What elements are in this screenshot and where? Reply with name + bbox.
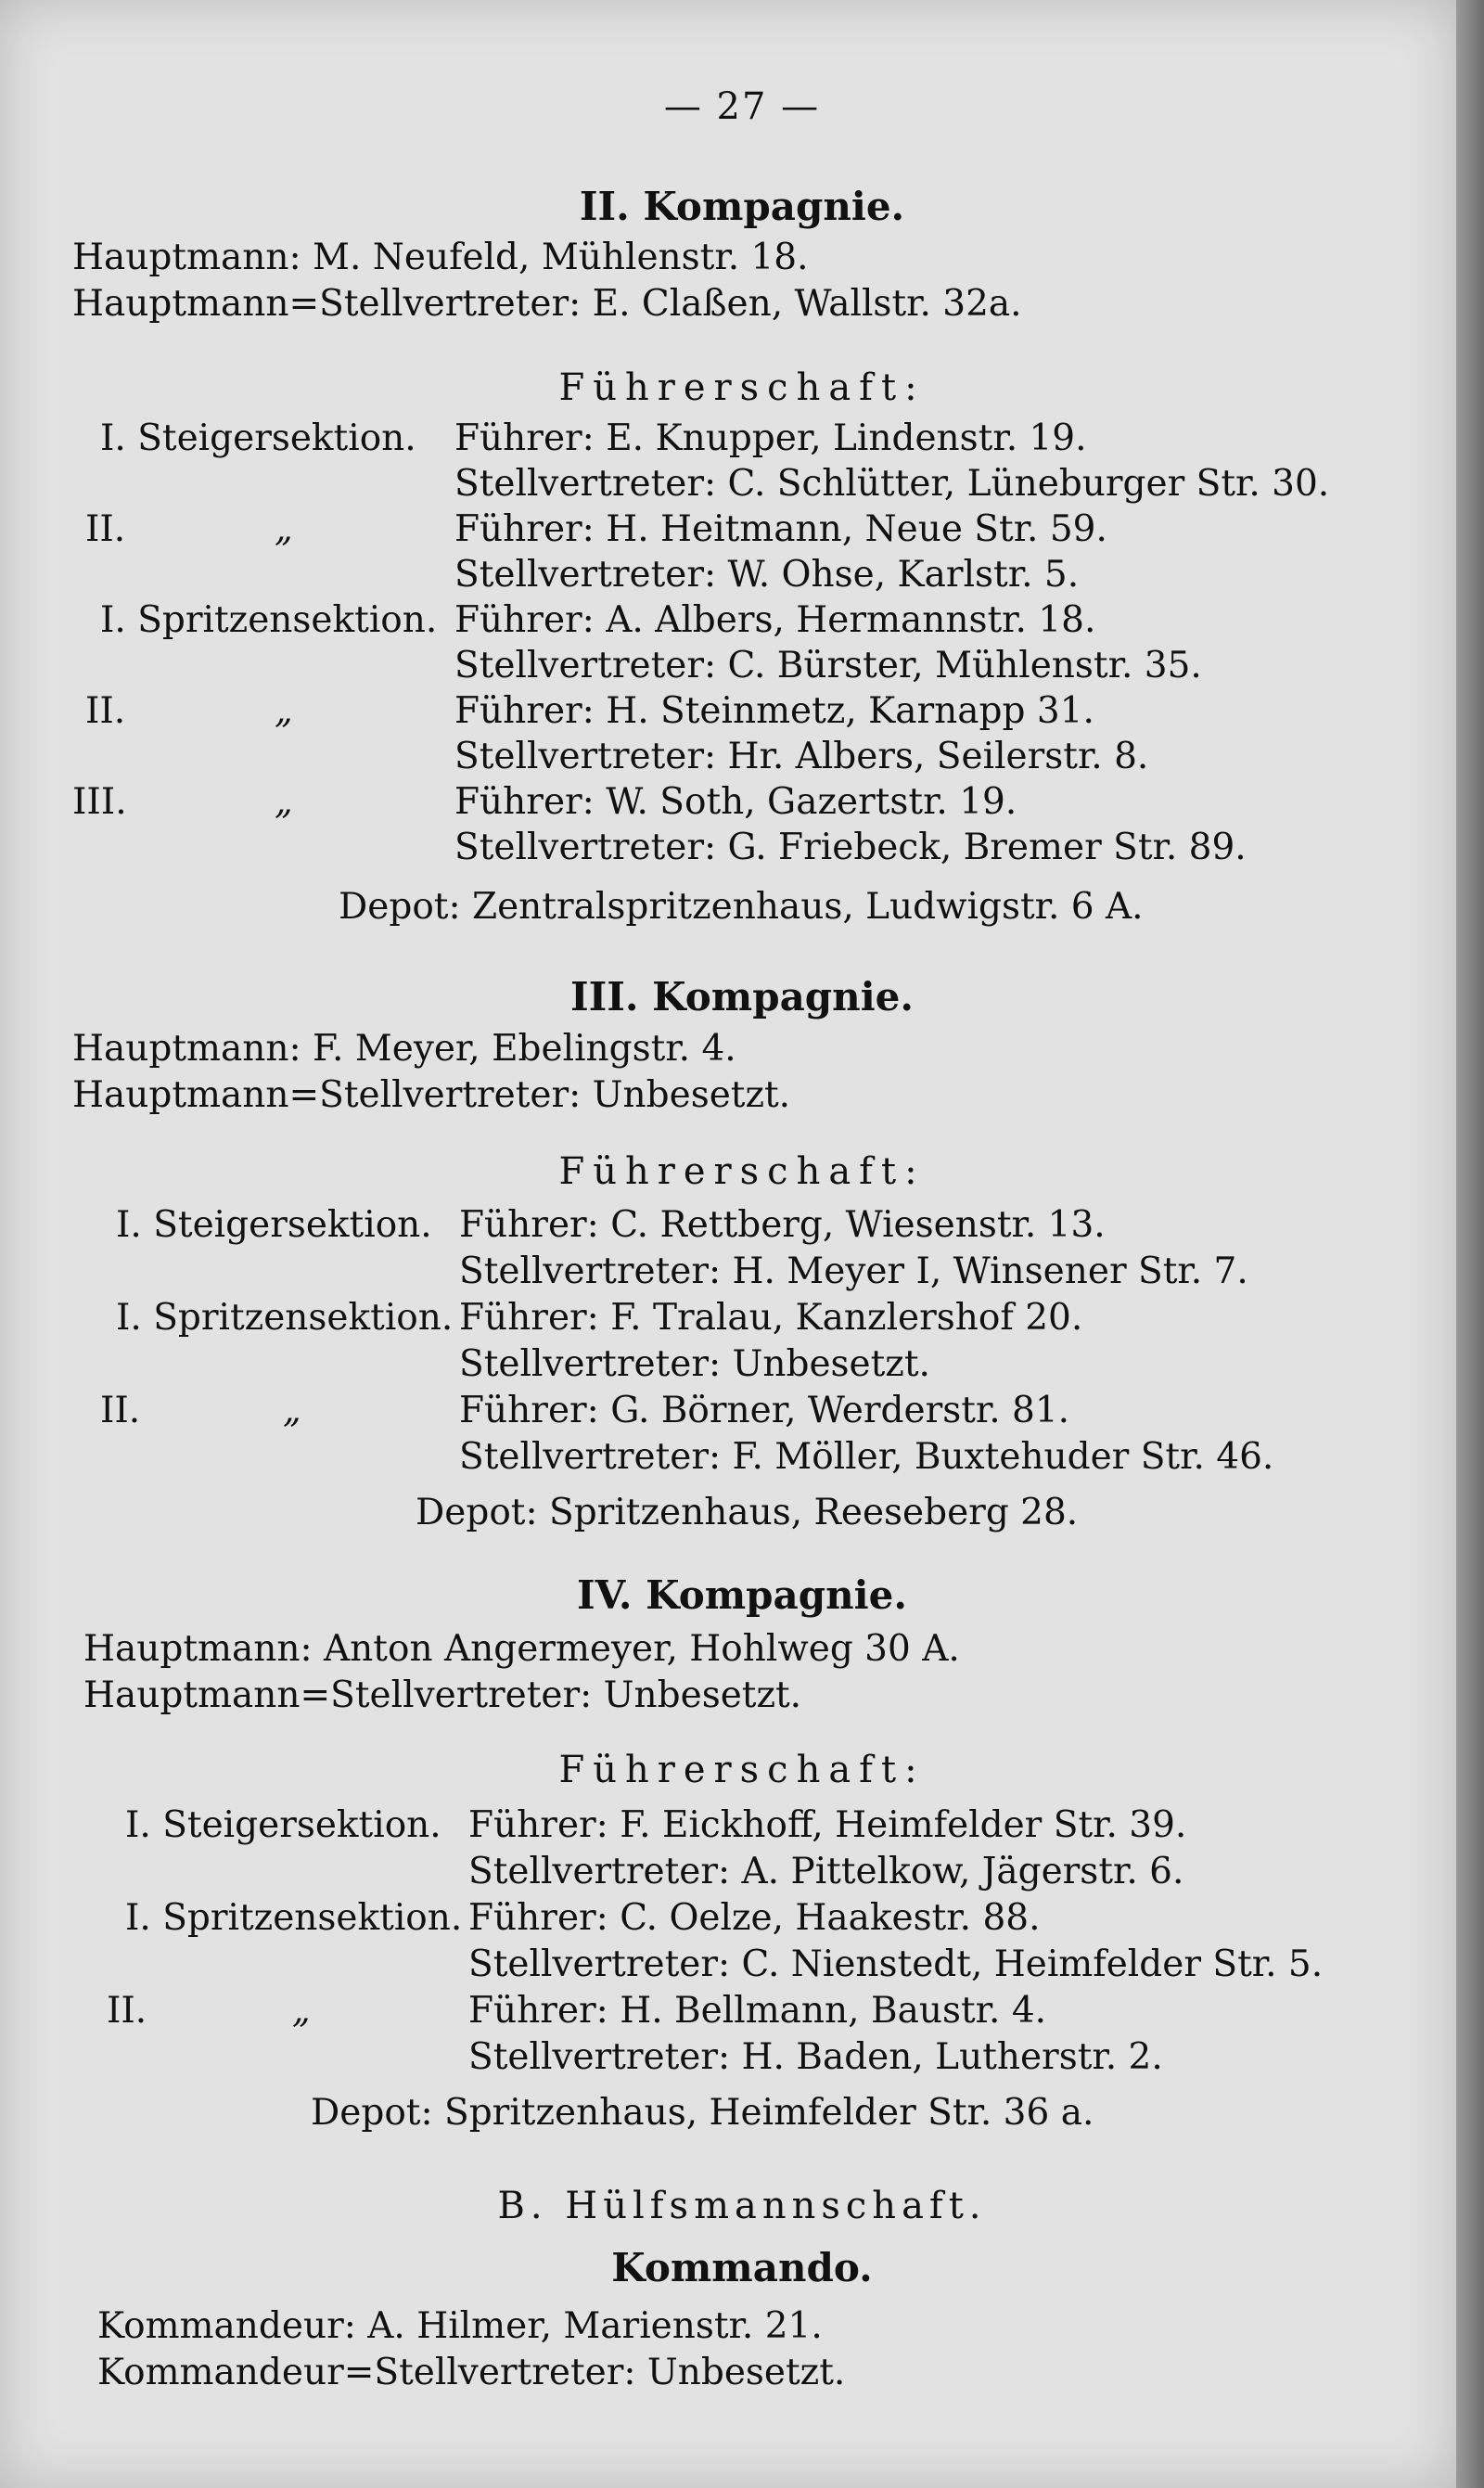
row-name: Führer: H. Heitmann, Neue Str. 59. [454,508,1107,550]
page-number: — 27 — [663,85,821,128]
row-name: Führer: A. Albers, Hermannstr. 18. [454,599,1096,641]
row-name: Stellvertreter: W. Ohse, Karlstr. 5. [454,554,1080,596]
fuehrerschaft-iv: Führerschaft: [558,1749,926,1791]
ditto-mark: „ [292,1990,311,2031]
depot-iii: Depot: Spritzenhaus, Reeseberg 28. [416,1492,1079,1533]
row-name: Führer: H. Bellmann, Baustr. 4. [468,1990,1047,2032]
fuehrerschaft-iii: Führerschaft: [558,1150,926,1193]
ditto-mark: „ [283,1390,301,1430]
ditto-mark: „ [275,508,293,549]
ditto-mark: „ [275,781,293,822]
section-title-ii: II. Kompagnie. [579,184,905,229]
row-name: Stellvertreter: C. Schlütter, Lüneburger Str. 30. [454,463,1330,505]
stellvertreter-iv: Hauptmann=Stellvertreter: Unbesetzt. [83,1674,802,1716]
row-label: II. [85,508,126,550]
section-title-iv: IV. Kompagnie. [577,1572,907,1618]
row-label: II. [107,1990,147,2032]
row-name: Führer: G. Börner, Werderstr. 81. [459,1390,1070,1431]
row-name: Stellvertreter: H. Meyer I, Winsener Str. 7. [459,1250,1248,1292]
row-label: I. Steigersektion. [100,417,416,459]
row-name: Stellvertreter: Hr. Albers, Seilerstr. 8. [454,736,1149,777]
depot-ii: Depot: Zentralspritzenhaus, Ludwigstr. 6 A. [339,886,1144,928]
row-label: I. Spritzensektion. [125,1897,463,1939]
row-name: Stellvertreter: Unbesetzt. [459,1343,930,1385]
row-label: I. Steigersektion. [116,1204,432,1246]
hauptmann-ii: Hauptmann: M. Neufeld, Mühlenstr. 18. [72,237,809,278]
row-name: Führer: H. Steinmetz, Karnapp 31. [454,690,1094,732]
depot-iv: Depot: Spritzenhaus, Heimfelder Str. 36 a. [311,2092,1094,2134]
kommandeur: Kommandeur: A. Hilmer, Marienstr. 21. [97,2305,823,2347]
stellvertreter-iii: Hauptmann=Stellvertreter: Unbesetzt. [72,1074,791,1116]
fuehrerschaft-ii: Führerschaft: [558,366,926,409]
ditto-mark: „ [275,690,293,731]
row-label: II. [85,690,126,732]
section-title-iii: III. Kompagnie. [569,974,914,1020]
row-name: Führer: C. Rettberg, Wiesenstr. 13. [459,1204,1106,1246]
row-name: Führer: F. Eickhoff, Heimfelder Str. 39. [468,1804,1187,1846]
hauptmann-iii: Hauptmann: F. Meyer, Ebelingstr. 4. [72,1028,736,1070]
row-label: III. [72,781,127,823]
kommandeur-stellvertreter: Kommandeur=Stellvertreter: Unbesetzt. [97,2352,846,2393]
row-name: Stellvertreter: F. Möller, Buxtehuder Str. 46. [459,1436,1274,1478]
row-label: I. Spritzensektion. [116,1297,454,1339]
row-name: Stellvertreter: H. Baden, Lutherstr. 2. [468,2036,1163,2078]
huelfsmannschaft-title: B. Hülfsmannschaft. [497,2185,987,2227]
row-name: Stellvertreter: A. Pittelkow, Jägerstr. 6. [468,1851,1184,1892]
row-name: Führer: C. Oelze, Haakestr. 88. [468,1897,1041,1939]
kommando-title: Kommando. [611,2245,873,2290]
row-name: Führer: E. Knupper, Lindenstr. 19. [454,417,1087,459]
row-name: Führer: F. Tralau, Kanzlershof 20. [459,1297,1083,1339]
row-label: I. Spritzensektion. [100,599,438,641]
row-name: Stellvertreter: G. Friebeck, Bremer Str. 89. [454,827,1247,868]
row-name: Stellvertreter: C. Nienstedt, Heimfelder Str. 5. [468,1943,1324,1985]
hauptmann-iv: Hauptmann: Anton Angermeyer, Hohlweg 30 A. [83,1628,960,1670]
row-name: Führer: W. Soth, Gazertstr. 19. [454,781,1017,823]
row-label: II. [100,1390,141,1431]
stellvertreter-ii: Hauptmann=Stellvertreter: E. Claßen, Wallstr. 32a. [72,283,1022,325]
row-label: I. Steigersektion. [125,1804,441,1846]
row-name: Stellvertreter: C. Bürster, Mühlenstr. 35. [454,645,1202,686]
